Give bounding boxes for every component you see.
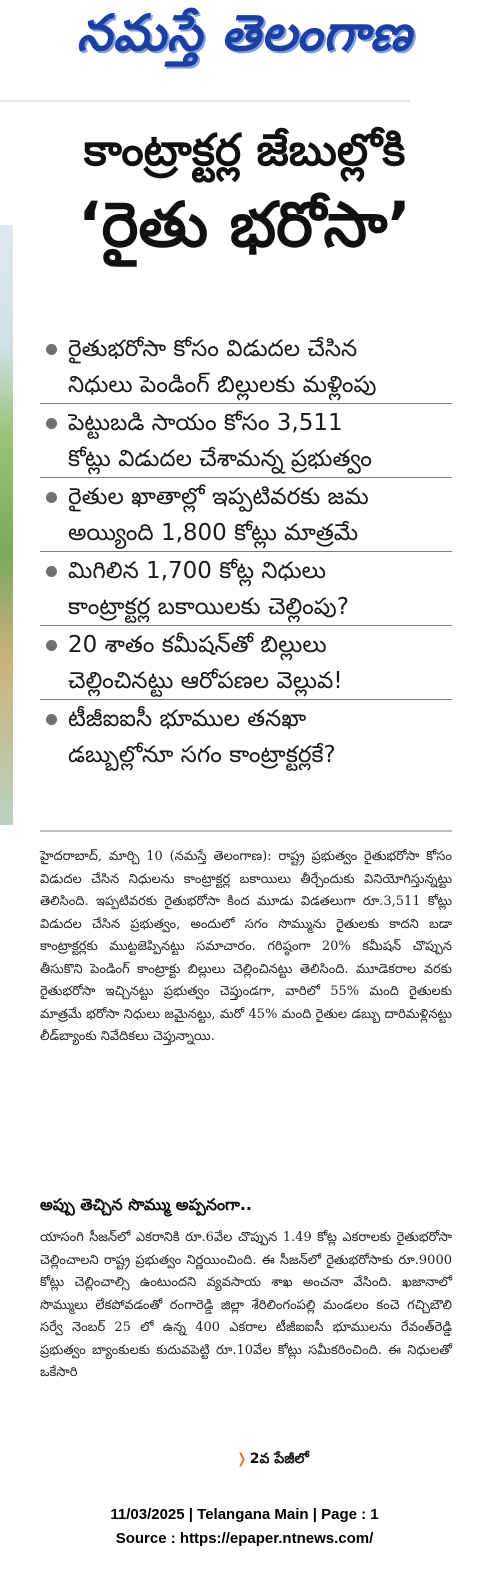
bullet-dot-icon	[46, 344, 57, 355]
bullet-line-1: టీజీఐఐసీ భూముల తనఖా	[68, 706, 307, 732]
article-paragraph-2: యాసంగి సీజన్‌లో ఎకరానికి రూ.6వేల చొప్పున 1.49 కోట్ల ఎకరాలకు రైతుభరోసా చెల్లించాలని రాష్ట్ర ప్రభుత్వం నిర్ణయించింది. ఈ సీజన్‌లో రైతుభరోసాకు రూ.9000 కోట్లు చెల్లించాల్సి ఉంటుందని వ్యవసాయ శాఖ అంచనా వేసింది. ఖజానాలో సొమ్ములు లేకపోవడంతో రంగారెడ్డి జిల్లా శేరిలింగంపల్లి మండలం కంచె గచ్చిబౌలి సర్వే నెంబర్ 25 లో ఉన్న 400 ఎకరాల టీజీఐఐసీ భూములను రేవంత్‌రెడ్డి ప్రభుత్వం బ్యాంకులకు కుదువపెట్టి రూ.10వేల కోట్లు సమీకరించింది. ఈ నిధులతో ఒకేసారి	[40, 1230, 452, 1380]
highlight-bullets	[40, 330, 452, 774]
chevron-right-icon: ❭	[236, 1451, 248, 1467]
bullet-line-2: అయ్యింది 1,800 కోట్లు మాత్రమే	[68, 520, 359, 546]
article-divider	[40, 830, 452, 832]
headline	[0, 120, 489, 268]
bullet-item	[40, 552, 452, 626]
continued-link[interactable]	[236, 1451, 309, 1470]
footer-source-link[interactable]: Source : https://epaper.ntnews.com/	[115, 1530, 374, 1547]
bullet-dot-icon	[46, 640, 57, 651]
bullet-item	[40, 626, 452, 700]
farm-photo-strip	[0, 225, 13, 825]
bullet-line-1: రైతుల ఖాతాల్లో ఇప్పటివరకు జమ	[68, 484, 369, 510]
bullet-dot-icon	[46, 714, 57, 725]
page-footer	[0, 1503, 489, 1551]
bullet-line-1: 20 శాతం కమీషన్‌తో బిల్లులు	[68, 632, 327, 658]
footer-edition-info: 11/03/2025 | Telangana Main | Page : 1	[110, 1506, 379, 1523]
masthead-logo	[0, 0, 489, 78]
masthead-title: నమస్తే తెలంగాణ	[76, 3, 413, 62]
bullet-item	[40, 404, 452, 478]
bullet-dot-icon	[46, 418, 57, 429]
continued-label: 2వ పేజీలో	[249, 1451, 309, 1467]
article-paragraph-1: హైదరాబాద్, మార్చి 10 (నమస్తే తెలంగాణ): రాష్ట్ర ప్రభుత్వం రైతుభరోసా కోసం విడుదల చేసిన నిధులను కాంట్రాక్టర్ల బకాయిలు తీర్చేందుకు వినియోగిస్తున్నట్టు తెలిసింది. ఇప్పటివరకు రైతుభరోసా కింద మూడు విడతలుగా రూ.3,511 కోట్లు విడుదల చేసిన ప్రభుత్వం, అందులో సగం సొమ్మును రైతులకు కాదని బడా కాంట్రాక్టర్లకు ముట్టజెప్పినట్టు సమాచారం. గరిష్ఠంగా 20% కమీషన్ చొప్పున తీసుకొని పెండింగ్ కాంట్రాక్టు బిల్లులు చెల్లించినట్టు తెలిసింది. మూడెకరాల వరకు రైతుభరోసా ఇచ్చినట్టు ప్రభుత్వం చెప్తుండగా, వారిలో 55% మంది రైతులకు మాత్రమే భరోసా నిధులు జమైనట్టు, మరో 45% మంది రైతుల డబ్బు దారిమళ్లినట్టు లీడ్‌బ్యాంకు నివేదికలు చెప్తున్నాయి.	[40, 849, 452, 1044]
bullet-line-2: డబ్బుల్లోనూ సగం కాంట్రాక్టర్లకే?	[68, 742, 336, 768]
bullet-line-1: మిగిలిన 1,700 కోట్ల నిధులు	[68, 558, 326, 584]
bullet-item	[40, 700, 452, 774]
headline-line-2: ‘రైతు భరోసా’	[78, 188, 411, 261]
bullet-line-2: చెల్లించినట్టు ఆరోపణల వెల్లువ!	[68, 668, 343, 694]
headline-line-1: కాంట్రాక్టర్ల జేబుల్లోకి	[83, 125, 406, 176]
bullet-item	[40, 330, 452, 404]
bullet-dot-icon	[46, 492, 57, 503]
masthead-divider	[0, 100, 410, 102]
bullet-line-1: రైతుభరోసా కోసం విడుదల చేసిన	[68, 336, 358, 362]
bullet-line-2: నిధులు పెండింగ్ బిల్లులకు మళ్లింపు	[68, 372, 377, 398]
article-subhead: అప్పు తెచ్చిన సొమ్ము అప్పనంగా..	[40, 1195, 253, 1214]
bullet-line-2: కోట్లు విడుదల చేశామన్న ప్రభుత్వం	[68, 446, 372, 472]
bullet-line-1: పెట్టుబడి సాయం కోసం 3,511	[68, 410, 343, 436]
bullet-dot-icon	[46, 566, 57, 577]
bullet-line-2: కాంట్రాక్టర్ల బకాయిలకు చెల్లింపు?	[68, 594, 349, 620]
bullet-item	[40, 478, 452, 552]
